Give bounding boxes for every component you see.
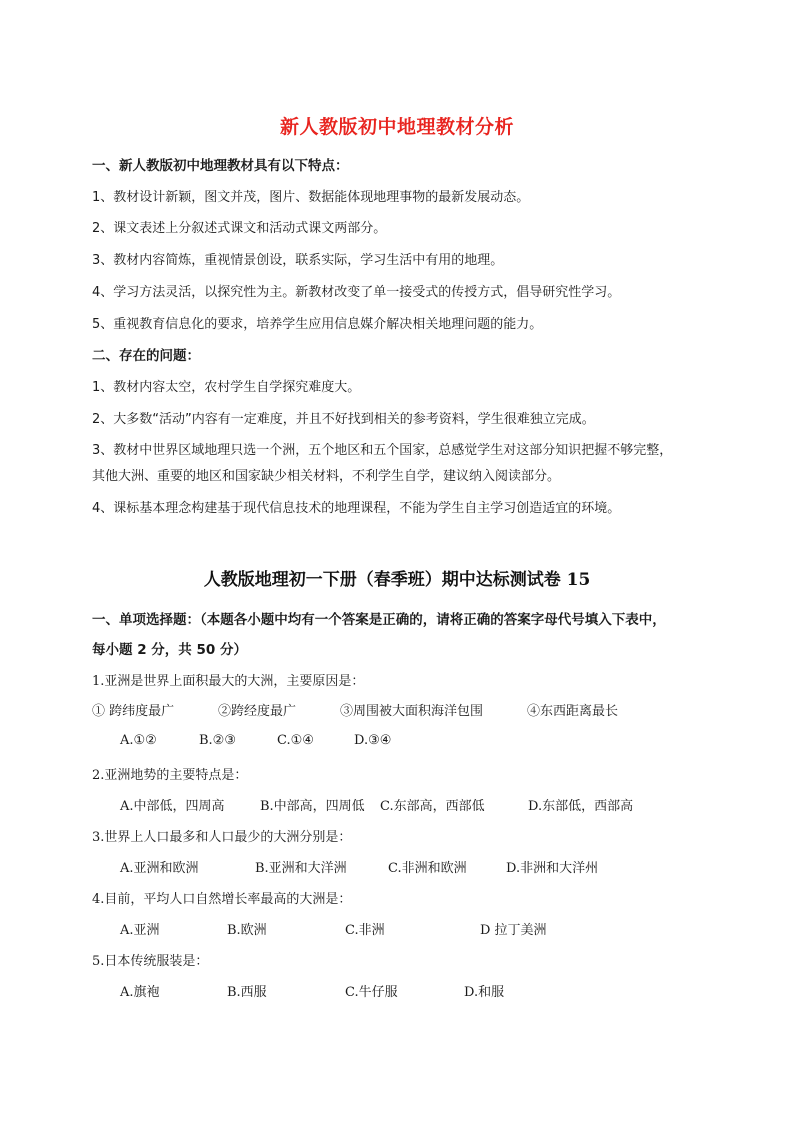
question-3-stem: 3.世界上人口最多和人口最少的大洲分别是：	[92, 830, 352, 845]
q1-option-d[interactable]: D.③④	[354, 733, 392, 748]
q4-option-a[interactable]: A.亚洲	[120, 923, 160, 938]
section1-heading: 一、新人教版初中地理教材具有以下特点：	[92, 158, 349, 174]
section1-item: 1、教材设计新颖，图文并茂，图片、数据能体现地理事物的最新发展动态。	[92, 190, 530, 205]
question-2-stem: 2.亚洲地势的主要特点是：	[92, 768, 248, 783]
q5-option-c[interactable]: C.牛仔服	[345, 985, 398, 1000]
q2-option-d[interactable]: D.东部低，西部高	[528, 799, 634, 814]
section2-item-continued: 其他大洲、重要的地区和国家缺少相关材料，不利学生自学，建议纳入阅读部分。	[92, 469, 561, 484]
q3-option-a[interactable]: A.亚洲和欧洲	[120, 861, 199, 876]
instruction-line-2: 每小题 2 分，共 50 分）	[92, 642, 247, 658]
instruction-line-1: 一、单项选择题：（本题各小题中均有一个答案是正确的，请将正确的答案字母代号填入下表中，	[92, 612, 666, 628]
q1-statement-2: ②跨经度最广	[218, 704, 297, 719]
section1-item: 4、学习方法灵活，以探究性为主。新教材改变了单一接受式的传授方式，倡导研究性学习。	[92, 285, 621, 300]
q5-option-b[interactable]: B.西服	[227, 985, 267, 1000]
q3-option-d[interactable]: D.非洲和大洋州	[506, 861, 599, 876]
q3-option-b[interactable]: B.亚洲和大洋洲	[255, 861, 347, 876]
q1-statement-4: ④东西距离最长	[527, 704, 619, 719]
section2-item: 2、大多数“活动”内容有一定难度，并且不好找到相关的参考资料，学生很难独立完成。	[92, 412, 595, 427]
question-5-stem: 5.日本传统服装是：	[92, 954, 209, 969]
doc1-title: 新人教版初中地理教材分析	[279, 116, 514, 138]
q1-statement-3: ③周围被大面积海洋包围	[340, 704, 484, 719]
q2-option-c[interactable]: C.东部高，西部低	[380, 799, 485, 814]
question-1-stem: 1.亚洲是世界上面积最大的大洲，主要原因是：	[92, 674, 365, 689]
section1-item: 2、课文表述上分叙述式课文和活动式课文两部分。	[92, 221, 387, 236]
q3-option-c[interactable]: C.非洲和欧洲	[388, 861, 467, 876]
section1-item: 5、重视教育信息化的要求，培养学生应用信息媒介解决相关地理问题的能力。	[92, 317, 543, 332]
q1-option-c[interactable]: C.①④	[277, 733, 314, 748]
q1-option-b[interactable]: B.②③	[199, 733, 236, 748]
section2-item: 3、教材中世界区域地理只选一个洲，五个地区和五个国家，总感觉学生对这部分知识把握不够完整，	[92, 443, 673, 458]
q2-option-b[interactable]: B.中部高，四周低	[260, 799, 365, 814]
section2-item: 1、教材内容太空，农村学生自学探究难度大。	[92, 380, 361, 395]
question-4-stem: 4.目前，平均人口自然增长率最高的大洲是：	[92, 892, 352, 907]
q2-option-a[interactable]: A.中部低，四周高	[120, 799, 225, 814]
q4-option-d[interactable]: D 拉丁美洲	[480, 923, 547, 938]
q4-option-c[interactable]: C.非洲	[345, 923, 385, 938]
q5-option-a[interactable]: A.旗袍	[120, 985, 160, 1000]
q1-option-a[interactable]: A.①②	[120, 733, 157, 748]
section2-heading: 二、存在的问题：	[92, 348, 200, 364]
q5-option-d[interactable]: D.和服	[464, 985, 505, 1000]
doc2-title: 人教版地理初一下册（春季班）期中达标测试卷 15	[203, 570, 591, 590]
section1-item: 3、教材内容简炼，重视情景创设，联系实际，学习生活中有用的地理。	[92, 253, 504, 268]
q4-option-b[interactable]: B.欧洲	[227, 923, 267, 938]
q1-statement-1: ① 跨纬度最广	[92, 704, 175, 719]
section2-item: 4、课标基本理念构建基于现代信息技术的地理课程，不能为学生自主学习创造适宜的环境。	[92, 501, 621, 516]
